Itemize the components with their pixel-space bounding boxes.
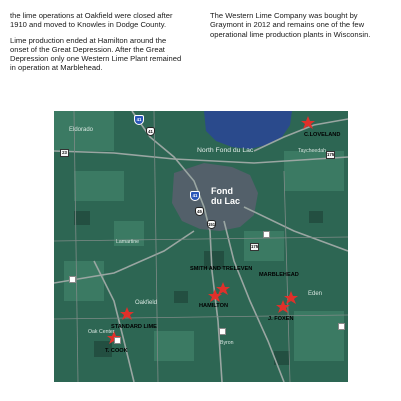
label-smith-and-treleven: SMITH AND TRELEVEN [190, 266, 253, 272]
interstate-shield-icon: 41 [190, 191, 200, 201]
county-road-icon [219, 328, 226, 335]
county-road-icon [338, 323, 345, 330]
right-text-column [210, 11, 395, 45]
label-j-foxen: J. FOXEN [268, 316, 294, 322]
star-smith-treleven [216, 282, 230, 295]
label-byron: Byron [220, 340, 234, 346]
label-eldorado: Eldorado [69, 127, 94, 133]
left-text-column [10, 11, 190, 79]
us-route-shield-icon: 45 [195, 207, 204, 216]
county-road-icon [69, 276, 76, 283]
paragraph-graymont: The Western Lime Company was bought by Graymont in 2012 and remains one of the few operational lime production plants in Wisconsin. [210, 11, 371, 39]
lake-winnebago [204, 111, 292, 149]
state-route-shield-icon: 175 [327, 152, 335, 157]
state-route-shield-icon: 23 [60, 149, 69, 157]
label-north-fond-du-lac: North Fond du Lac [197, 147, 254, 154]
label-standard-lime: STANDARD LIME [111, 324, 157, 330]
label-oakfield: Oakfield [135, 300, 158, 306]
label-hamilton: HAMILTON [199, 303, 229, 309]
state-route-shield-icon: 175 [251, 244, 259, 249]
paragraph-hamilton-end: Lime production ended at Hamilton around the onset of the Great Depression. After the Great Depression only one Western Lime Plant remained in operation at Marblehead. [10, 35, 182, 73]
label-t-cook: T. COOK [105, 348, 128, 354]
us-route-shield-icon: 41 [146, 127, 155, 136]
label-lamartine: Lamartine [116, 239, 140, 245]
label-oak-center: Oak Center [88, 329, 115, 335]
interstate-shield-icon: 41 [134, 115, 144, 125]
label-marblehead: MARBLEHEAD [259, 272, 299, 278]
county-road-icon [114, 337, 121, 344]
map-view[interactable] [54, 111, 348, 382]
us-route-shield-icon: 151 [208, 222, 216, 227]
county-road-icon [263, 231, 270, 238]
label-eden: Eden [308, 291, 323, 297]
paragraph-oakfield-closure: the lime operations at Oakfield were closed after 1910 and moved to Knowles in Dodge County. [10, 11, 173, 30]
star-marblehead [284, 291, 298, 304]
label-fond-du-lac: Fond du Lac [211, 186, 241, 206]
label-c-loveland: C.LOVELAND [304, 132, 341, 138]
label-taycheedah: Taycheedah [298, 148, 326, 154]
